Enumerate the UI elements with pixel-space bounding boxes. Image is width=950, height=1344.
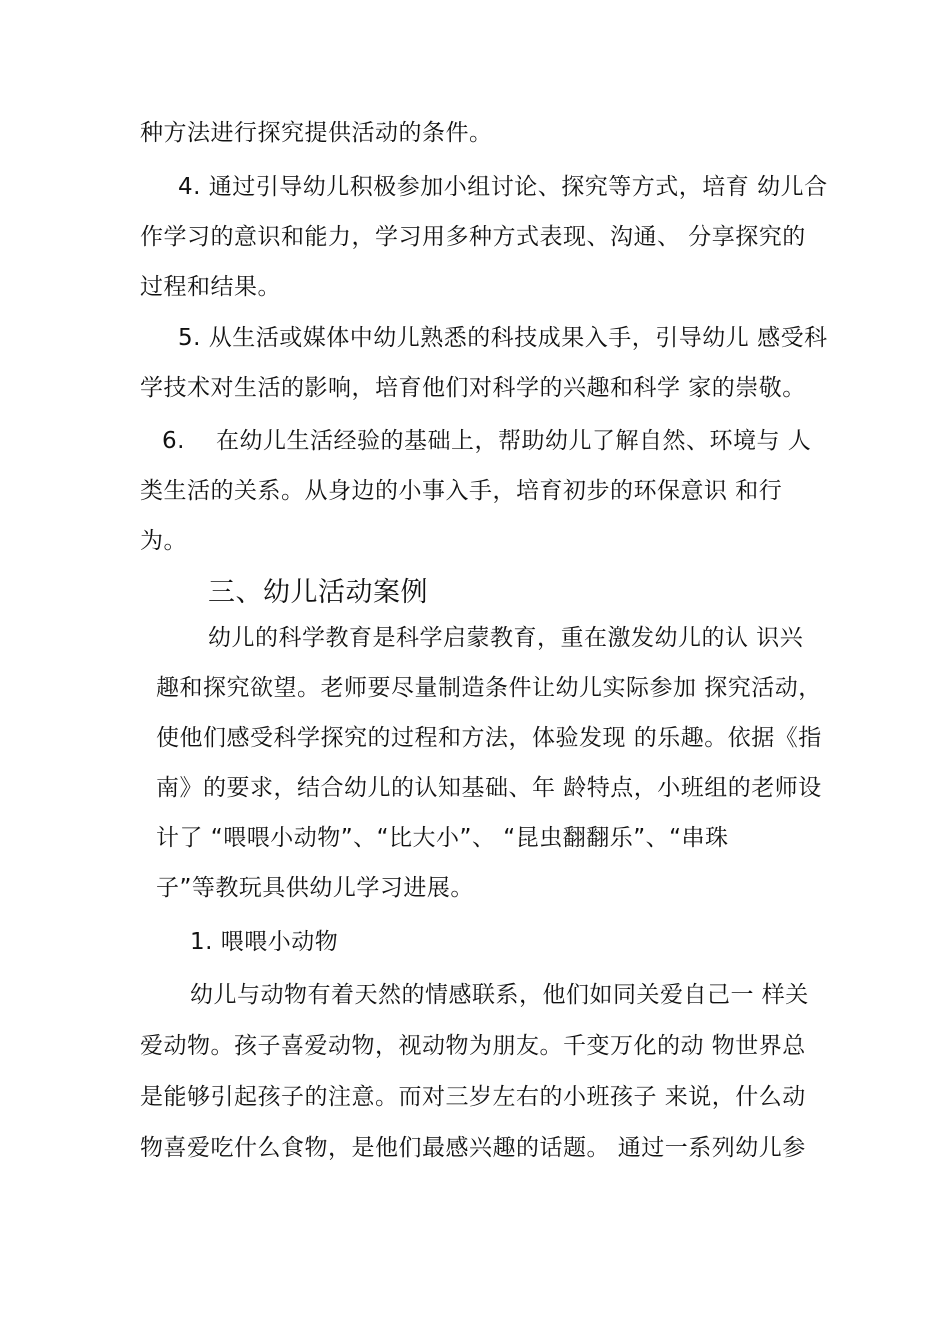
paragraph-line: 趣和探究欲望。老师要尽量制造条件让幼儿实际参加 探究活动， bbox=[156, 675, 822, 701]
paragraph-line: 南》的要求，结合幼儿的认知基础、年 龄特点，小班组的老师设 bbox=[156, 775, 822, 801]
paragraph-line: 计了 “喂喂小动物”、“比大小”、 “昆虫翻翻乐”、“串珠 bbox=[156, 825, 729, 851]
paragraph-line: 子”等教玩具供幼儿学习进展。 bbox=[156, 875, 474, 901]
paragraph-line: 5. 从生活或媒体中幼儿熟悉的科技成果入手，引导幼儿 感受科 bbox=[178, 325, 828, 351]
paragraph-line: 种方法进行探究提供活动的条件。 bbox=[140, 120, 493, 146]
paragraph-line: 作学习的意识和能力，学习用多种方式表现、沟通、 分享探究的 bbox=[140, 224, 806, 250]
paragraph-line: 4. 通过引导幼儿积极参加小组讨论、探究等方式，培育 幼儿合 bbox=[178, 174, 828, 200]
section-heading: 三、幼儿活动案例 bbox=[208, 577, 428, 608]
paragraph-line: 学技术对生活的影响，培育他们对科学的兴趣和科学 家的崇敬。 bbox=[140, 375, 806, 401]
paragraph-line: 爱动物。孩子喜爱动物，视动物为朋友。千变万化的动 物世界总 bbox=[140, 1033, 806, 1059]
paragraph-line: 是能够引起孩子的注意。而对三岁左右的小班孩子 来说，什么动 bbox=[140, 1084, 806, 1110]
paragraph-line: 幼儿的科学教育是科学启蒙教育，重在激发幼儿的认 识兴 bbox=[208, 625, 804, 651]
paragraph-line: 使他们感受科学探究的过程和方法，体验发现 的乐趣。依据《指 bbox=[156, 725, 822, 751]
paragraph-line: 物喜爱吃什么食物，是他们最感兴趣的话题。 通过一系列幼儿参 bbox=[140, 1135, 806, 1161]
paragraph-line: 幼儿与动物有着天然的情感联系，他们如同关爱自己一 样关 bbox=[190, 982, 809, 1008]
paragraph-line: 类生活的关系。从身边的小事入手，培育初步的环保意识 和行 bbox=[140, 478, 783, 504]
paragraph-line: 过程和结果。 bbox=[140, 274, 281, 300]
list-number: 6. bbox=[162, 428, 185, 454]
paragraph-line: 为。 bbox=[140, 528, 187, 554]
subsection-heading: 1. 喂喂小动物 bbox=[190, 929, 339, 955]
paragraph-line: 在幼儿生活经验的基础上，帮助幼儿了解自然、环境与 人 bbox=[216, 428, 812, 454]
